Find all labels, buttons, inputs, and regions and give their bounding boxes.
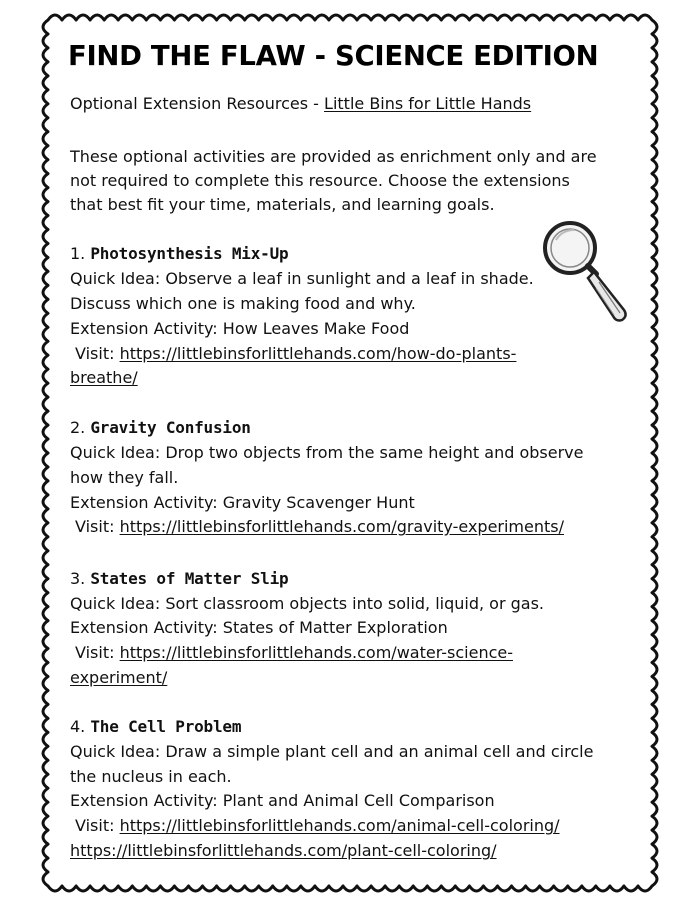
page-title: FIND THE FLAW - SCIENCE EDITION [68, 40, 599, 72]
extension-activity: Extension Activity: Gravity Scavenger Hunt [70, 493, 415, 512]
visit-line: Visit: https://littlebinsforlittlehands.com/water-science- [75, 643, 513, 662]
magnifying-glass-icon [536, 216, 636, 326]
resource-link[interactable]: https://littlebinsforlittlehands.com/water-science- [119, 643, 513, 662]
intro-line: that best fit your time, materials, and learning goals. [70, 195, 495, 214]
visit-line: Visit: https://littlebinsforlittlehands.com/animal-cell-coloring/ [75, 816, 560, 835]
section-heading: 1. Photosynthesis Mix-Up [70, 244, 289, 263]
quick-idea: how they fall. [70, 468, 179, 487]
section-heading: 2. Gravity Confusion [70, 418, 251, 437]
quick-idea: Discuss which one is making food and why. [70, 294, 416, 313]
quick-idea: Quick Idea: Observe a leaf in sunlight and a leaf in shade. [70, 269, 534, 288]
intro-line: not required to complete this resource. Choose the extensions [70, 171, 570, 190]
section-heading: 4. The Cell Problem [70, 717, 242, 736]
visit-line: Visit: https://littlebinsforlittlehands.com/how-do-plants- [75, 344, 517, 363]
resource-link-continued [70, 839, 497, 863]
subtitle-line [70, 92, 531, 116]
section-heading: 3. States of Matter Slip [70, 569, 289, 588]
resource-link[interactable]: https://littlebinsforlittlehands.com/plant-cell-coloring/ [70, 841, 497, 860]
quick-idea: Quick Idea: Draw a simple plant cell and an animal cell and circle [70, 742, 594, 761]
quick-idea: Quick Idea: Sort classroom objects into solid, liquid, or gas. [70, 594, 545, 613]
extension-activity: Extension Activity: Plant and Animal Cell Comparison [70, 791, 495, 810]
resource-link-continued [70, 366, 138, 390]
resource-link-continued [70, 666, 167, 690]
intro-line: These optional activities are provided as enrichment only and are [70, 147, 597, 166]
visit-line: Visit: https://littlebinsforlittlehands.com/gravity-experiments/ [75, 517, 564, 536]
source-link[interactable]: Little Bins for Little Hands [324, 94, 532, 113]
quick-idea: Quick Idea: Drop two objects from the same height and observe [70, 443, 584, 462]
resource-link[interactable]: https://littlebinsforlittlehands.com/gravity-experiments/ [119, 517, 564, 536]
extension-activity: Extension Activity: How Leaves Make Food [70, 319, 410, 338]
resource-link[interactable]: https://littlebinsforlittlehands.com/how-do-plants- [119, 344, 517, 363]
resource-link[interactable]: https://littlebinsforlittlehands.com/animal-cell-coloring/ [119, 816, 560, 835]
quick-idea: the nucleus in each. [70, 767, 232, 786]
extension-activity: Extension Activity: States of Matter Exploration [70, 618, 448, 637]
resource-link[interactable]: experiment/ [70, 668, 168, 687]
resource-link[interactable]: breathe/ [70, 368, 138, 387]
subtitle-prefix: Optional Extension Resources - [70, 94, 325, 113]
